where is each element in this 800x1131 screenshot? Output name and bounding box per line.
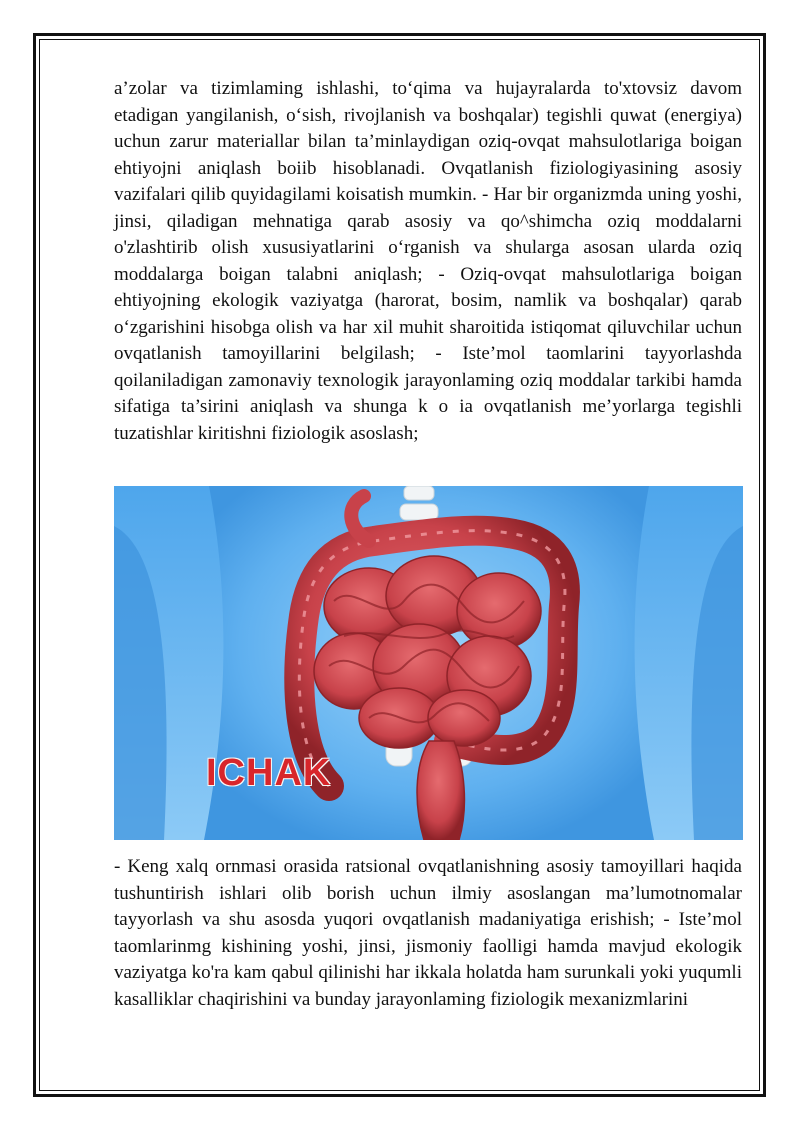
intestine-illustration <box>114 486 743 840</box>
paragraph-bottom: - Keng xalq ornmasi orasida ratsional ovqatlanishning asosiy tamoyillari haqida tushuntirish ishlari olib borish uchun ilmiy asoslangan ma’lumotnomalar tayyorlash va shu asosda yuqori ovqatlanish madaniyatiga erishish; - Iste’mol taomlarinmg kishining yoshi, jinsi, jismoniy faolligi hamda mavjud ekologik vaziyatga ko'ra kam qabul qilinishi har ikkala holatda ham surunkali yoki yuqumli kasalliklar chaqirishini va bunday jarayonlaming fiziologik mexanizmlarini <box>114 856 742 1010</box>
figure-label: ICHAK <box>206 752 332 794</box>
paragraph-top: a’zolar va tizimlaming ishlashi, to‘qima va hujayralarda to'xtovsiz davom etadigan yangilanish, o‘sish, rivojlanish va boshqalar) tegishli quwat (energiya) uchun zarur materiallar bilan ta’minlaydigan oziq-ovqat mahsulotlariga boigan ehtiyojni aniqlash boiib hisoblanadi. Ovqatlanish fiziologiyasining asosiy vazifalari qilib quyidagilami koisatish mumkin. - Har bir organizmda uning yoshi, jinsi, qiladigan mehnatiga qarab asosiy va qo^shimcha oziq moddalarni o'zlashtirib olish xususiyatlarini o‘rganish va shularga asosan ularda oziq moddalarga boigan talabni aniqlash; - Oziq-ovqat mahsulotlariga boigan ehtiyojning ekologik vaziyatga (harorat, bosim, namlik va boshqalar) qarab o‘zgarishini hisobga olish va har xil muhit sharoitida istiqomat qiluvchilar uchun ovqatlanish tamoyillarini belgilash; - Iste’mol taomlarini tayyorlashda qoilaniladigan zamonaviy texnologik jarayonlaming oziq moddalar tarkibi hamda sifatiga ta’sirini aniqlash va shunga k o ia ovqatlanish me’yorlarga tegishli tuzatishlar kiritishni fiziologik asoslash; <box>114 78 742 444</box>
